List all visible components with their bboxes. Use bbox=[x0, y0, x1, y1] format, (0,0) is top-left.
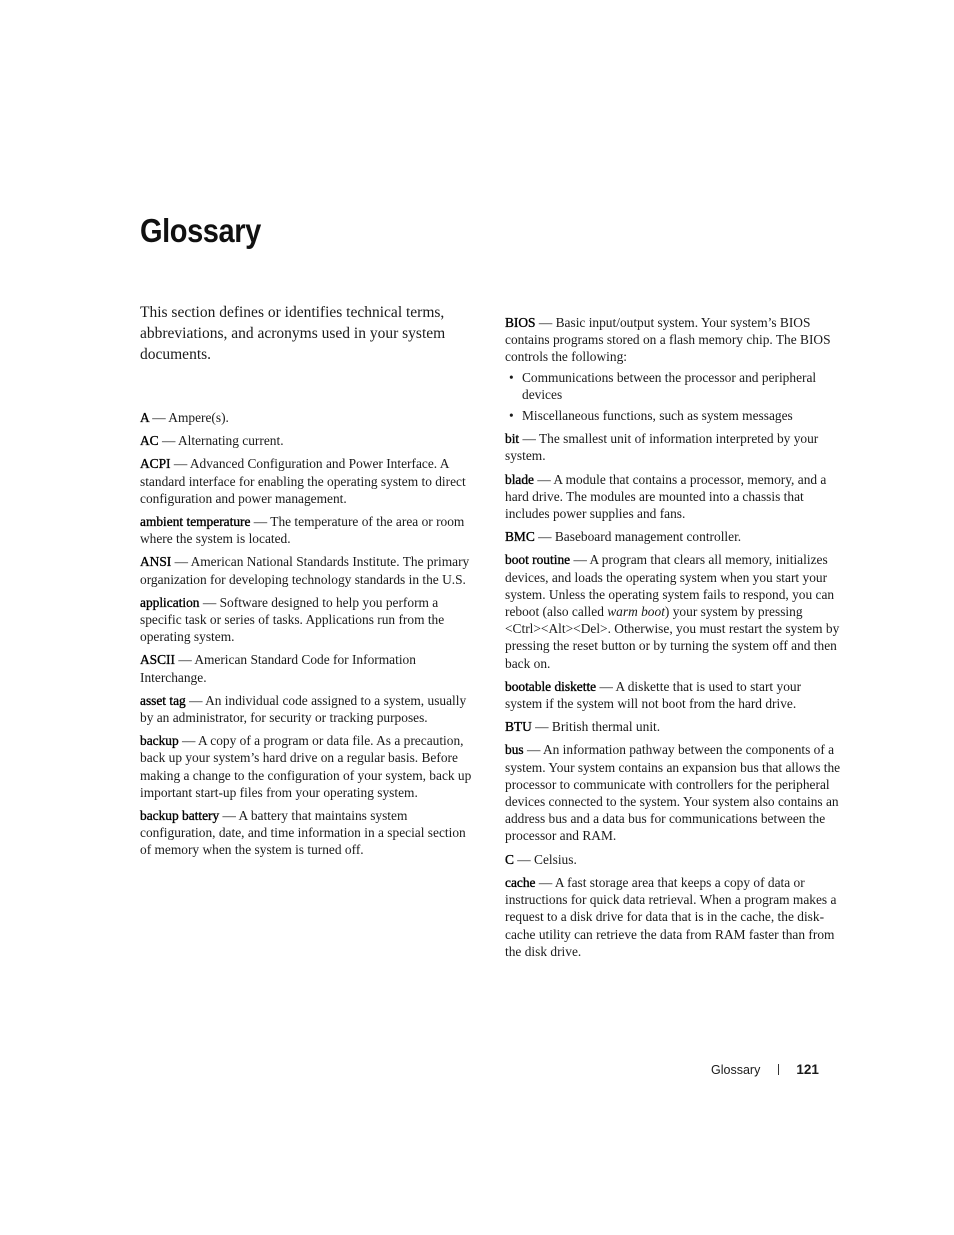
glossary-definition: — Baseboard management controller. bbox=[534, 529, 742, 545]
glossary-term: C bbox=[505, 851, 514, 867]
glossary-term: boot routine bbox=[505, 552, 571, 568]
glossary-definition: ) your system by pressing <Ctrl><Alt><Del>. Otherwise, you must restart the system by pressing the reset button or by turning the system off and then back on. bbox=[505, 604, 840, 671]
glossary-term: bit bbox=[505, 431, 520, 447]
footer-separator bbox=[778, 1064, 779, 1075]
glossary-entry bbox=[505, 528, 841, 545]
glossary-term: bus bbox=[505, 742, 524, 758]
glossary-entry bbox=[140, 594, 476, 646]
bios-bullet-list bbox=[505, 369, 841, 425]
glossary-entry bbox=[140, 807, 476, 859]
glossary-definition: — A diskette that is used to start your system if the system will not boot from the hard drive. bbox=[505, 678, 802, 712]
bullet-text: Communications between the processor and peripheral devices bbox=[522, 369, 817, 402]
glossary-term: ASCII bbox=[140, 652, 175, 668]
glossary-term: BTU bbox=[505, 719, 532, 735]
glossary-entry bbox=[505, 718, 841, 735]
glossary-definition: — An individual code assigned to a system, usually by an administrator, for security or tracking purposes. bbox=[140, 692, 467, 726]
glossary-term: ACPI bbox=[140, 456, 171, 472]
glossary-term: backup bbox=[140, 733, 179, 749]
glossary-definition: — American Standard Code for Information Interchange. bbox=[140, 652, 416, 685]
glossary-entry-boot-routine bbox=[505, 551, 841, 671]
glossary-definition: — The temperature of the area or room where the system is located. bbox=[140, 514, 465, 547]
bullet-item bbox=[505, 407, 841, 424]
bullet-text: Miscellaneous functions, such as system messages bbox=[522, 408, 793, 424]
glossary-left-column bbox=[140, 409, 476, 865]
glossary-entry bbox=[140, 651, 476, 685]
page-title: Glossary bbox=[140, 212, 261, 249]
page-number: 121 bbox=[796, 1062, 819, 1077]
glossary-term: ANSI bbox=[140, 554, 172, 570]
glossary-term: ambient temperature bbox=[140, 514, 251, 530]
glossary-entry-bios bbox=[505, 314, 841, 366]
glossary-entry bbox=[505, 430, 841, 464]
glossary-entry bbox=[505, 851, 841, 868]
glossary-definition: — A program that clears all memory, initializes devices, and loads the operating system when you start your system. Unless the operating system fails to respond, you can reboot (also called bbox=[505, 552, 835, 620]
glossary-term: bootable diskette bbox=[505, 678, 597, 694]
footer-section-label: Glossary bbox=[711, 1062, 761, 1077]
bullet-icon: • bbox=[509, 408, 514, 424]
glossary-term: BMC bbox=[505, 529, 535, 545]
glossary-definition: — A fast storage area that keeps a copy of data or instructions for quick data retrieval. When a program makes a request to a disk drive for data that is in the cache, the disk-cache utility can retrieve the data from RAM faster than from the disk drive. bbox=[505, 874, 837, 959]
glossary-term: asset tag bbox=[140, 692, 186, 708]
glossary-definition: — A module that contains a processor, memory, and a hard drive. The modules are mounted into a chassis that includes power supplies and fans. bbox=[505, 471, 827, 522]
glossary-definition: — Celsius. bbox=[513, 851, 577, 867]
glossary-entry bbox=[140, 409, 476, 426]
glossary-definition-emphasis: warm boot bbox=[607, 604, 665, 620]
glossary-term: AC bbox=[140, 433, 159, 449]
glossary-entry bbox=[505, 741, 841, 844]
glossary-entry bbox=[140, 553, 476, 587]
glossary-term: A bbox=[140, 410, 149, 425]
glossary-definition: — Ampere(s). bbox=[148, 410, 229, 425]
glossary-definition: — A battery that maintains system configuration, date, and time information in a special section of memory when the system is turned off. bbox=[140, 808, 466, 858]
glossary-definition: — Advanced Configuration and Power Interface. A standard interface for enabling the operating system to direct configuration and power management. bbox=[140, 456, 466, 506]
glossary-definition: — A copy of a program or data file. As a precaution, back up your system’s hard drive on a regular basis. Before making a change to the configuration of your system, back up important start-up files from your operating system. bbox=[140, 733, 472, 800]
glossary-term: application bbox=[140, 594, 200, 610]
glossary-entry bbox=[505, 471, 841, 523]
glossary-entry bbox=[140, 432, 476, 449]
glossary-entry bbox=[505, 874, 841, 960]
glossary-entry bbox=[140, 513, 476, 547]
glossary-entry bbox=[505, 678, 841, 712]
glossary-term: backup battery bbox=[140, 808, 220, 824]
glossary-right-column bbox=[505, 314, 841, 966]
glossary-entry bbox=[140, 732, 476, 801]
glossary-term: cache bbox=[505, 874, 536, 890]
glossary-definition: — Alternating current. bbox=[158, 433, 284, 449]
glossary-definition: — British thermal unit. bbox=[531, 719, 661, 735]
glossary-definition: — An information pathway between the components of a system. Your system contains an expansion bus that allows the processor to communicate with controllers for the peripheral devices connected to the system. Your system also contains an address bus and a data bus for communications between the processor and RAM. bbox=[505, 742, 841, 844]
glossary-definition: — Software designed to help you perform a specific task or series of tasks. Applications run from the operating system. bbox=[140, 594, 445, 645]
glossary-definition: — American National Standards Institute. The primary organization for developing technology standards in the U.S. bbox=[140, 554, 470, 587]
glossary-entry bbox=[140, 692, 476, 726]
intro-paragraph: This section defines or identifies technical terms, abbreviations, and acronyms used in your system documents. bbox=[140, 304, 446, 363]
glossary-term: blade bbox=[505, 471, 534, 487]
glossary-term: BIOS bbox=[505, 315, 536, 330]
glossary-definition: — Basic input/output system. Your system’s BIOS contains programs stored on a flash memory chip. The BIOS controls the following: bbox=[505, 315, 831, 365]
bullet-item bbox=[505, 369, 841, 403]
glossary-definition: — The smallest unit of information interpreted by your system. bbox=[505, 431, 819, 464]
page-footer bbox=[711, 1062, 819, 1077]
bullet-icon: • bbox=[509, 369, 514, 385]
glossary-entry bbox=[140, 455, 476, 507]
